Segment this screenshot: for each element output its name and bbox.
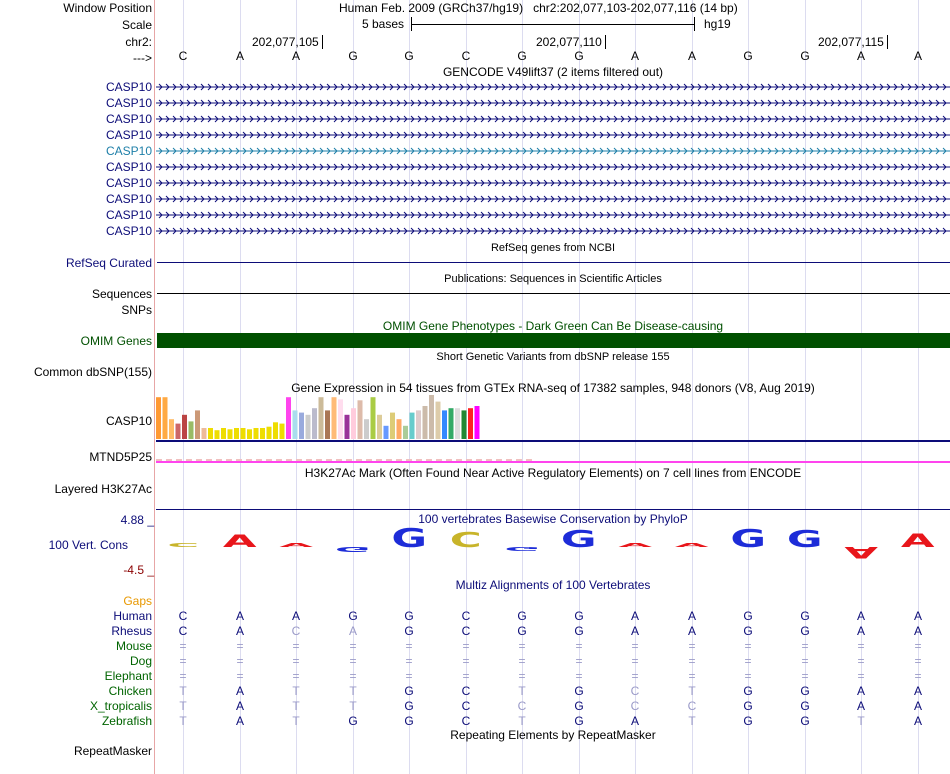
gtex-tissue-bar[interactable]	[449, 408, 454, 439]
repeatmasker-label[interactable]: RepeatMasker	[73, 744, 152, 758]
gtex-tissue-bar[interactable]	[234, 428, 239, 439]
multiz-aligned-base: =	[179, 654, 187, 668]
gtex-tissue-bar[interactable]	[247, 429, 252, 439]
multiz-aligned-base: G	[743, 609, 753, 623]
gencode-transcript-label[interactable]: CASP10	[105, 208, 152, 222]
multiz-aligned-base: =	[349, 639, 357, 653]
multiz-aligned-base: G	[404, 624, 414, 638]
multiz-aligned-base: =	[462, 669, 470, 683]
multiz-species-label[interactable]: Chicken	[108, 684, 152, 698]
gtex-tissue-bar[interactable]	[338, 399, 343, 439]
multiz-aligned-base: G	[800, 609, 810, 623]
gencode-transcript-label[interactable]: CASP10	[105, 176, 152, 190]
gtex-tissue-bar[interactable]	[228, 429, 233, 439]
multiz-species-label[interactable]: Elephant	[104, 669, 152, 683]
multiz-aligned-base: =	[236, 669, 244, 683]
gencode-transcript-label[interactable]: CASP10	[105, 80, 152, 94]
phylop-logo-letter[interactable]: A	[279, 542, 314, 549]
gtex-track-title: Gene Expression in 54 tissues from GTEx RNA-seq of 17382 samples, 948 donors (V8, Aug 2019)	[291, 381, 815, 395]
multiz-aligned-base: =	[857, 639, 865, 653]
gencode-transcript-label[interactable]: CASP10	[105, 160, 152, 174]
gtex-mtnd5p25-label[interactable]: MTND5P25	[89, 450, 152, 464]
gencode-transcript-line[interactable]	[156, 194, 950, 204]
multiz-aligned-base: G	[404, 714, 414, 728]
multiz-aligned-base: A	[913, 624, 922, 638]
gencode-transcript-line[interactable]	[156, 130, 950, 140]
multiz-species-label[interactable]: Zebrafish	[101, 714, 152, 728]
dna-base: A	[687, 49, 696, 63]
gencode-transcript-label[interactable]: CASP10	[105, 224, 152, 238]
multiz-aligned-base: =	[575, 669, 583, 683]
multiz-aligned-base: G	[517, 609, 527, 623]
gtex-tissue-bar[interactable]	[345, 415, 350, 439]
multiz-aligned-base: =	[857, 669, 865, 683]
gtex-tissue-bar[interactable]	[332, 397, 337, 439]
multiz-aligned-base: T	[179, 699, 187, 713]
dna-base: G	[404, 49, 414, 63]
multiz-aligned-base: T	[349, 684, 357, 698]
scale-bar-tick-left	[411, 17, 412, 31]
multiz-aligned-base: =	[631, 639, 639, 653]
multiz-aligned-base: =	[405, 654, 413, 668]
phylop-logo-letter[interactable]: G	[560, 526, 597, 553]
gtex-tissue-bar[interactable]	[364, 419, 369, 439]
gtex-tissue-bar[interactable]	[462, 410, 467, 439]
multiz-aligned-base: G	[743, 699, 753, 713]
gencode-transcript-line[interactable]	[156, 162, 950, 172]
multiz-aligned-base: =	[688, 669, 696, 683]
dbsnp-label[interactable]: Common dbSNP(155)	[33, 365, 152, 379]
phylop-logo-letter[interactable]: C	[449, 528, 482, 553]
gtex-tissue-bar[interactable]	[280, 424, 285, 439]
multiz-aligned-base: A	[348, 624, 357, 638]
gtex-tissue-bar[interactable]	[208, 428, 213, 439]
multiz-aligned-base: T	[292, 714, 300, 728]
multiz-aligned-base: C	[291, 624, 301, 638]
multiz-aligned-base: C	[687, 699, 697, 713]
multiz-aligned-base: G	[800, 714, 810, 728]
multiz-aligned-base: =	[462, 654, 470, 668]
gtex-tissue-bar[interactable]	[156, 397, 161, 439]
omim-gene-bar[interactable]	[157, 333, 950, 348]
multiz-aligned-base: A	[913, 609, 922, 623]
multiz-aligned-base: =	[688, 654, 696, 668]
phylop-ymax: 4.88 _	[120, 513, 154, 527]
multiz-aligned-base: C	[630, 684, 640, 698]
gencode-transcript-line[interactable]	[156, 146, 950, 156]
gtex-tissue-bar[interactable]	[384, 426, 389, 439]
multiz-aligned-base: C	[461, 684, 471, 698]
dna-base: G	[800, 49, 810, 63]
gencode-transcript-label[interactable]: CASP10	[105, 96, 152, 110]
phylop-logo-letter[interactable]: A	[844, 543, 879, 562]
multiz-aligned-base: =	[631, 669, 639, 683]
coord-tick-2: 202,077,110	[536, 35, 606, 49]
refseq-curated-label[interactable]: RefSeq Curated	[65, 256, 152, 270]
gencode-transcript-line[interactable]	[156, 178, 950, 188]
gencode-transcript-line[interactable]	[156, 226, 950, 236]
multiz-aligned-base: G	[574, 714, 584, 728]
multiz-aligned-base: C	[461, 609, 471, 623]
multiz-aligned-base: A	[856, 624, 865, 638]
multiz-aligned-base: G	[517, 624, 527, 638]
multiz-aligned-base: T	[179, 714, 187, 728]
gtex-tissue-bar[interactable]	[306, 415, 311, 439]
multiz-aligned-base: T	[518, 684, 526, 698]
multiz-aligned-base: C	[178, 609, 188, 623]
multiz-aligned-base: A	[913, 699, 922, 713]
multiz-aligned-base: A	[687, 624, 696, 638]
multiz-aligned-base: A	[913, 714, 922, 728]
multiz-aligned-base: A	[856, 609, 865, 623]
multiz-aligned-base: C	[178, 624, 188, 638]
multiz-aligned-base: =	[292, 654, 300, 668]
multiz-aligned-base: =	[179, 639, 187, 653]
refseq-track-title: RefSeq genes from NCBI	[490, 242, 616, 254]
gencode-transcript-label[interactable]: CASP10	[105, 128, 152, 142]
dna-base: A	[630, 49, 639, 63]
gtex-tissue-bar[interactable]	[377, 415, 382, 439]
gtex-tissue-bar[interactable]	[195, 410, 200, 439]
gtex-tissue-bar[interactable]	[221, 428, 226, 439]
dna-base: G	[517, 49, 527, 63]
publications-track-title: Publications: Sequences in Scientific Articles	[444, 273, 662, 285]
coord-tick-1: 202,077,105	[252, 35, 323, 49]
multiz-aligned-base: G	[574, 609, 584, 623]
dna-base: C	[461, 49, 471, 63]
gtex-tissue-bar[interactable]	[189, 421, 194, 439]
gtex-tissue-bar[interactable]	[455, 408, 460, 439]
gtex-tissue-bar[interactable]	[325, 410, 330, 439]
gtex-expression-bars[interactable]	[156, 395, 536, 441]
multiz-aligned-base: A	[235, 714, 244, 728]
gtex-tissue-bar[interactable]	[319, 397, 324, 439]
scale-bar	[411, 24, 695, 25]
gencode-transcript-label[interactable]: CASP10	[105, 144, 152, 158]
h3k27ac-track-title: H3K27Ac Mark (Often Found Near Active Regulatory Elements) on 7 cell lines from ENCODE	[304, 466, 802, 480]
position-title[interactable]	[339, 1, 738, 15]
multiz-species-label[interactable]: X_tropicalis	[89, 699, 152, 713]
gtex-tissue-bar[interactable]	[241, 428, 246, 439]
multiz-aligned-base: =	[801, 654, 809, 668]
publications-line[interactable]	[157, 293, 950, 294]
gencode-transcript-line[interactable]	[156, 210, 950, 220]
gtex-tissue-bar[interactable]	[260, 428, 265, 439]
multiz-track-title: Multiz Alignments of 100 Vertebrates	[455, 578, 651, 592]
gtex-tissue-bar[interactable]	[397, 419, 402, 439]
gtex-tissue-bar[interactable]	[390, 413, 395, 439]
multiz-aligned-base: =	[914, 654, 922, 668]
multiz-aligned-base: A	[630, 714, 639, 728]
gtex-tissue-bar[interactable]	[182, 415, 187, 439]
multiz-aligned-base: =	[292, 669, 300, 683]
multiz-aligned-base: C	[517, 699, 527, 713]
dna-base: A	[856, 49, 865, 63]
multiz-aligned-base: =	[801, 639, 809, 653]
gtex-tissue-bar[interactable]	[169, 419, 174, 439]
gtex-baseline	[156, 440, 950, 442]
multiz-aligned-base: =	[575, 639, 583, 653]
position-text: chr2:202,077,103-202,077,116 (14 bp)	[533, 1, 738, 15]
multiz-aligned-base: G	[348, 714, 358, 728]
dna-base: G	[574, 49, 584, 63]
phylop-logo-letter[interactable]: A	[222, 530, 257, 552]
multiz-aligned-base: G	[574, 624, 584, 638]
dna-base: C	[178, 49, 188, 63]
multiz-aligned-base: =	[405, 639, 413, 653]
gencode-transcript-line[interactable]	[156, 82, 950, 92]
multiz-aligned-base: =	[744, 639, 752, 653]
assembly-text: Human Feb. 2009 (GRCh37/hg19)	[339, 1, 524, 15]
omim-genes-label[interactable]: OMIM Genes	[80, 334, 152, 348]
multiz-aligned-base: T	[688, 684, 696, 698]
publications-sequences-label[interactable]: Sequences	[91, 287, 152, 301]
multiz-aligned-base: =	[631, 654, 639, 668]
gtex-tissue-bar[interactable]	[423, 406, 428, 439]
multiz-aligned-base: A	[630, 624, 639, 638]
phylop-label[interactable]: 100 Vert. Cons	[48, 538, 128, 552]
gtex-tissue-bar[interactable]	[351, 408, 356, 439]
multiz-aligned-base: A	[856, 684, 865, 698]
multiz-aligned-base: =	[462, 639, 470, 653]
dna-base: G	[348, 49, 358, 63]
multiz-aligned-base: A	[913, 684, 922, 698]
multiz-aligned-base: =	[744, 669, 752, 683]
multiz-aligned-base: =	[744, 654, 752, 668]
multiz-aligned-base: G	[743, 714, 753, 728]
phylop-ymin: -4.5 _	[123, 563, 154, 577]
scale-db: hg19	[704, 17, 731, 31]
gtex-tissue-bar[interactable]	[442, 410, 447, 439]
multiz-species-label[interactable]: Rhesus	[111, 624, 152, 638]
dna-base: A	[235, 49, 244, 63]
multiz-aligned-base: A	[687, 609, 696, 623]
multiz-species-label[interactable]: Dog	[129, 654, 152, 668]
multiz-aligned-base: =	[914, 639, 922, 653]
multiz-aligned-base: A	[235, 699, 244, 713]
multiz-aligned-base: G	[800, 684, 810, 698]
multiz-aligned-base: G	[404, 609, 414, 623]
multiz-aligned-base: =	[349, 654, 357, 668]
gtex-tissue-bar[interactable]	[468, 408, 473, 439]
gtex-tissue-bar[interactable]	[254, 428, 259, 439]
multiz-aligned-base: =	[801, 669, 809, 683]
multiz-aligned-base: T	[292, 684, 300, 698]
multiz-species-label[interactable]: Human	[113, 609, 152, 623]
gencode-transcript-label[interactable]: CASP10	[105, 192, 152, 206]
coord-tick-3: 202,077,115	[818, 35, 888, 49]
gtex-tissue-bar[interactable]	[293, 410, 298, 439]
gtex-tissue-bar[interactable]	[475, 406, 480, 439]
gtex-tissue-bar[interactable]	[176, 424, 181, 439]
multiz-aligned-base: G	[574, 699, 584, 713]
dna-base: G	[743, 49, 753, 63]
gtex-mtnd5p25-marks	[156, 459, 536, 461]
gtex-casp10-label[interactable]: CASP10	[105, 414, 152, 428]
gtex-tissue-bar[interactable]	[410, 413, 415, 439]
multiz-aligned-base: A	[235, 684, 244, 698]
multiz-aligned-base: G	[348, 609, 358, 623]
gtex-tissue-bar[interactable]	[299, 413, 304, 439]
phylop-track-title: 100 vertebrates Basewise Conservation by PhyloP	[418, 512, 688, 526]
gaps-label[interactable]: Gaps	[123, 594, 152, 608]
phylop-logo-letter[interactable]: G	[786, 526, 823, 553]
repeatmasker-track-title: Repeating Elements by RepeatMasker	[450, 728, 656, 742]
multiz-aligned-base: T	[179, 684, 187, 698]
gtex-mtnd5p25-bar[interactable]	[156, 461, 950, 463]
multiz-aligned-base: T	[518, 714, 526, 728]
h3k27ac-label[interactable]: Layered H3K27Ac	[54, 482, 152, 496]
gencode-transcript-line[interactable]	[156, 98, 950, 108]
multiz-aligned-base: C	[461, 699, 471, 713]
multiz-aligned-base: A	[291, 609, 300, 623]
multiz-aligned-base: C	[461, 624, 471, 638]
dbsnp-track-title: Short Genetic Variants from dbSNP release 155	[436, 351, 670, 363]
gtex-tissue-bar[interactable]	[312, 408, 317, 439]
refseq-gene-line[interactable]	[157, 262, 950, 263]
multiz-aligned-base: T	[292, 699, 300, 713]
multiz-aligned-base: =	[914, 669, 922, 683]
gtex-tissue-bar[interactable]	[416, 410, 421, 439]
window-position-label[interactable]: Window Position	[63, 1, 152, 15]
multiz-aligned-base: T	[688, 714, 696, 728]
multiz-aligned-base: T	[857, 714, 865, 728]
multiz-aligned-base: G	[574, 684, 584, 698]
multiz-aligned-base: =	[688, 639, 696, 653]
gtex-tissue-bar[interactable]	[273, 422, 278, 439]
multiz-species-label[interactable]: Mouse	[115, 639, 152, 653]
gtex-tissue-bar[interactable]	[371, 397, 376, 439]
gtex-tissue-bar[interactable]	[215, 430, 220, 439]
multiz-aligned-base: =	[236, 654, 244, 668]
label-divider	[154, 0, 155, 774]
multiz-aligned-base: G	[404, 699, 414, 713]
gtex-tissue-bar[interactable]	[436, 402, 441, 439]
multiz-aligned-base: =	[405, 669, 413, 683]
multiz-aligned-base: A	[235, 624, 244, 638]
dna-base: A	[291, 49, 300, 63]
multiz-aligned-base: G	[800, 624, 810, 638]
multiz-aligned-base: A	[856, 699, 865, 713]
gencode-transcript-label[interactable]: CASP10	[105, 112, 152, 126]
gtex-tissue-bar[interactable]	[202, 428, 207, 439]
scale-label[interactable]: Scale	[121, 18, 152, 32]
phylop-logo-letter[interactable]: G	[334, 545, 371, 554]
multiz-aligned-base: =	[518, 654, 526, 668]
multiz-aligned-base: A	[235, 609, 244, 623]
multiz-aligned-base: G	[404, 684, 414, 698]
multiz-aligned-base: A	[630, 609, 639, 623]
multiz-aligned-base: =	[349, 669, 357, 683]
multiz-aligned-base: =	[292, 639, 300, 653]
multiz-aligned-base: =	[236, 639, 244, 653]
strand-label[interactable]: --->	[133, 51, 152, 65]
gtex-tissue-bar[interactable]	[163, 397, 168, 439]
gtex-tissue-bar[interactable]	[267, 427, 272, 439]
scale-text: 5 bases	[362, 17, 405, 31]
snps-label[interactable]: SNPs	[121, 303, 152, 317]
multiz-aligned-base: G	[743, 624, 753, 638]
multiz-aligned-base: =	[179, 669, 187, 683]
gtex-tissue-bar[interactable]	[403, 426, 408, 439]
scale-bar-tick-right	[694, 17, 695, 31]
dna-base: A	[913, 49, 922, 63]
multiz-aligned-base: =	[518, 639, 526, 653]
gtex-tissue-bar[interactable]	[429, 395, 434, 439]
gtex-tissue-bar[interactable]	[286, 397, 291, 439]
multiz-aligned-base: =	[857, 654, 865, 668]
phylop-logo-letter[interactable]: A	[674, 542, 709, 549]
h3k27ac-baseline	[156, 509, 950, 510]
multiz-aligned-base: G	[800, 699, 810, 713]
multiz-aligned-base: T	[349, 699, 357, 713]
omim-track-title: OMIM Gene Phenotypes - Dark Green Can Be Disease-causing	[382, 319, 724, 333]
multiz-aligned-base: =	[575, 654, 583, 668]
multiz-aligned-base: G	[743, 684, 753, 698]
multiz-aligned-base: C	[461, 714, 471, 728]
multiz-aligned-base: C	[630, 699, 640, 713]
phylop-logo-letter[interactable]: G	[504, 545, 541, 552]
chrom-label[interactable]: chr2:	[125, 35, 152, 49]
phylop-logo-letter[interactable]: A	[618, 542, 653, 549]
gencode-transcript-line[interactable]	[156, 114, 950, 124]
phylop-logo-letter[interactable]: A	[900, 529, 935, 552]
multiz-aligned-base: =	[518, 669, 526, 683]
phylop-logo-plot[interactable]	[156, 520, 950, 580]
gtex-tissue-bar[interactable]	[358, 400, 363, 439]
phylop-logo-letter[interactable]: G	[730, 524, 767, 554]
phylop-logo-letter[interactable]: C	[167, 542, 200, 549]
phylop-logo-letter[interactable]: G	[391, 524, 428, 554]
gencode-track-title: GENCODE V49lift37 (2 items filtered out)	[442, 65, 664, 79]
